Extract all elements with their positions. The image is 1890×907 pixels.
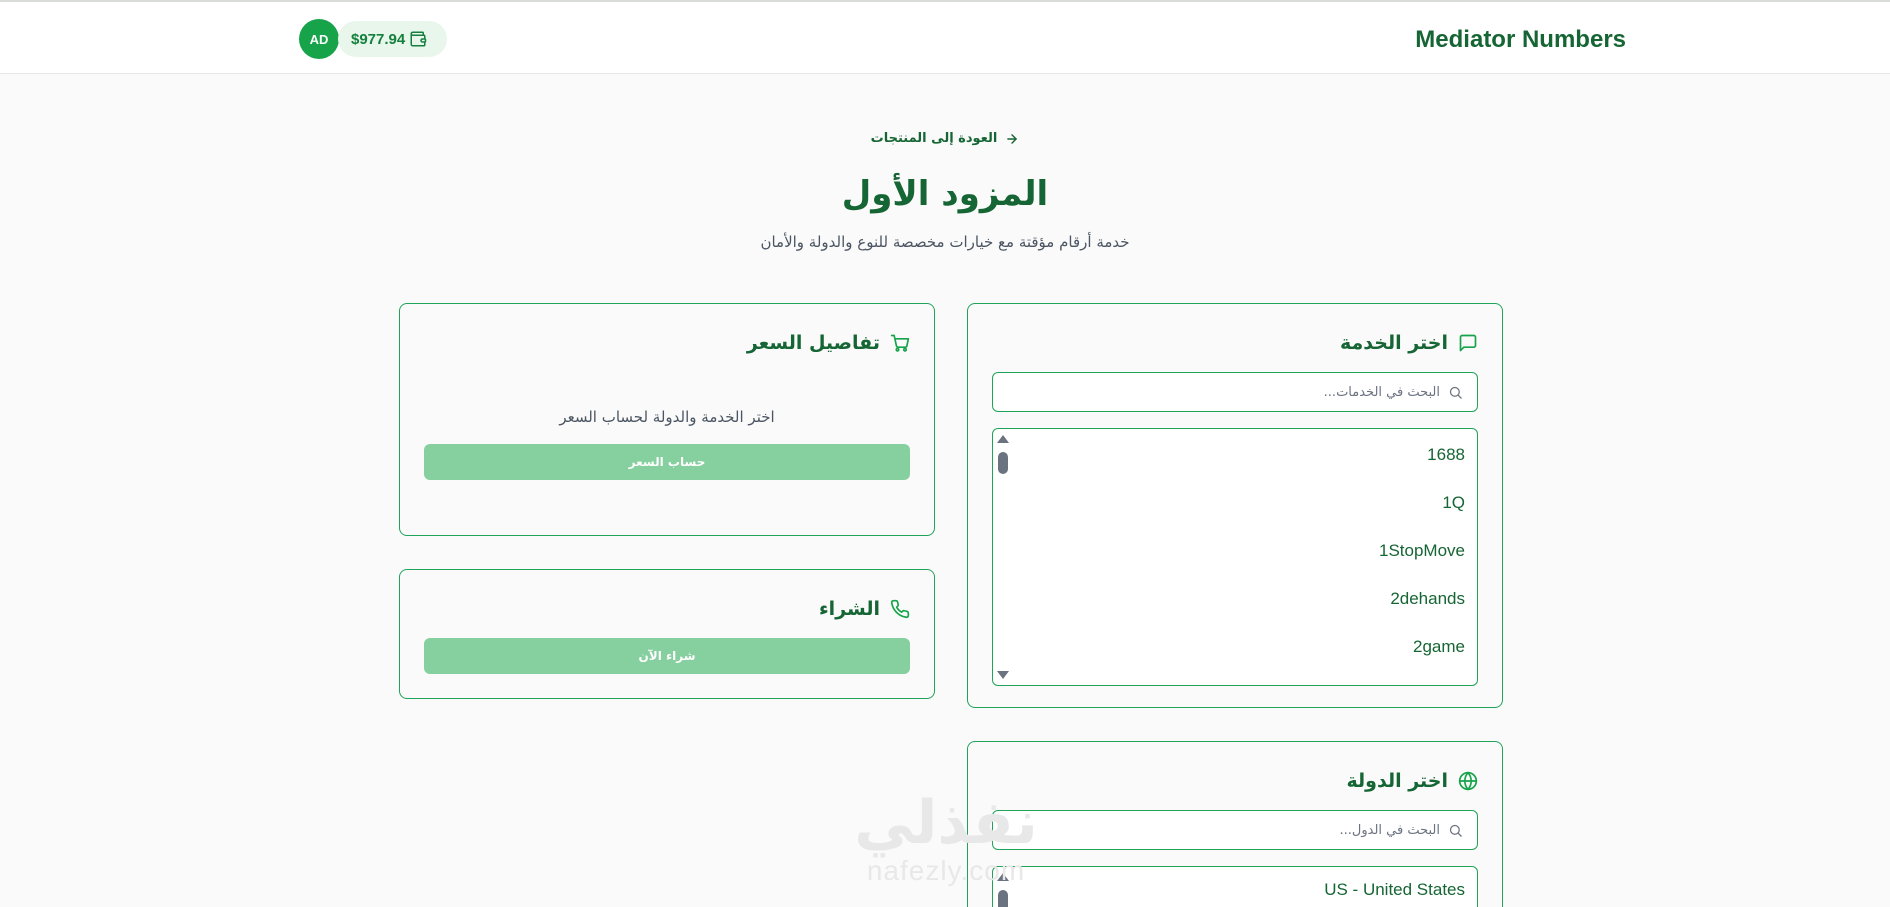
purchase-card-title: [819, 598, 910, 620]
price-card-title: [747, 332, 910, 354]
message-square-icon: [1458, 333, 1478, 353]
brand-logo[interactable]: Mediator Numbers: [1415, 26, 1626, 53]
purchase-card: [399, 569, 935, 699]
globe-icon: [1458, 771, 1478, 791]
service-listbox[interactable]: [992, 428, 1478, 686]
country-option[interactable]: US - United States: [1324, 880, 1465, 899]
buy-now-button[interactable]: شراء الآن: [424, 638, 910, 674]
watermark-arabic: نفذلي: [854, 788, 1038, 858]
country-search: [992, 810, 1478, 850]
scroll-up-arrow[interactable]: [997, 435, 1009, 443]
country-card-heading: اختر الدولة: [1346, 770, 1448, 792]
service-option[interactable]: 1688: [1427, 445, 1465, 464]
user-avatar[interactable]: AD: [299, 19, 339, 59]
country-search-input[interactable]: [1040, 823, 1440, 838]
watermark-latin: nafezly.com: [866, 855, 1026, 886]
top-header: [0, 2, 1890, 74]
calculate-price-button[interactable]: حساب السعر: [424, 444, 910, 480]
country-card-title: [1347, 770, 1479, 792]
service-option[interactable]: 1StopMove: [1379, 541, 1465, 560]
shopping-cart-icon: [890, 333, 910, 353]
purchase-card-heading: الشراء: [818, 598, 880, 620]
country-listbox[interactable]: [992, 866, 1478, 907]
balance-amount: $977.94: [351, 30, 406, 48]
page-subtitle: خدمة أرقام مؤقتة مع خيارات مخصصة للنوع والدولة والأمان: [760, 233, 1130, 251]
price-card-heading: تفاصيل السعر: [746, 332, 880, 354]
service-card: [967, 303, 1503, 708]
country-card: [967, 741, 1503, 907]
service-list-scrollbar[interactable]: [996, 433, 1010, 681]
service-option[interactable]: 1Q: [1442, 493, 1465, 512]
arrow-right-icon: [1005, 132, 1019, 146]
service-card-heading: اختر الخدمة: [1340, 332, 1448, 354]
service-option[interactable]: 2dehands: [1390, 589, 1465, 608]
price-card: [399, 303, 935, 536]
scroll-down-arrow[interactable]: [997, 671, 1009, 679]
scroll-thumb[interactable]: [998, 890, 1008, 907]
country-list-scrollbar[interactable]: [996, 871, 1010, 907]
back-to-products-link[interactable]: [0, 131, 1890, 146]
service-search-input[interactable]: [1040, 385, 1440, 400]
search-icon: [1448, 385, 1463, 400]
service-option[interactable]: 2game: [1413, 637, 1465, 656]
search-icon: [1448, 823, 1463, 838]
phone-icon: [890, 599, 910, 619]
service-search: [992, 372, 1478, 412]
back-link-label: العودة إلى المنتجات: [870, 131, 998, 146]
wallet-icon: [409, 30, 427, 48]
price-hint: اختر الخدمة والدولة لحساب السعر: [559, 408, 775, 426]
service-card-title: [1340, 332, 1478, 354]
wallet-balance[interactable]: [338, 21, 447, 57]
scroll-up-arrow[interactable]: [997, 873, 1009, 881]
scroll-thumb[interactable]: [998, 452, 1008, 474]
page-title: المزود الأول: [841, 174, 1049, 214]
